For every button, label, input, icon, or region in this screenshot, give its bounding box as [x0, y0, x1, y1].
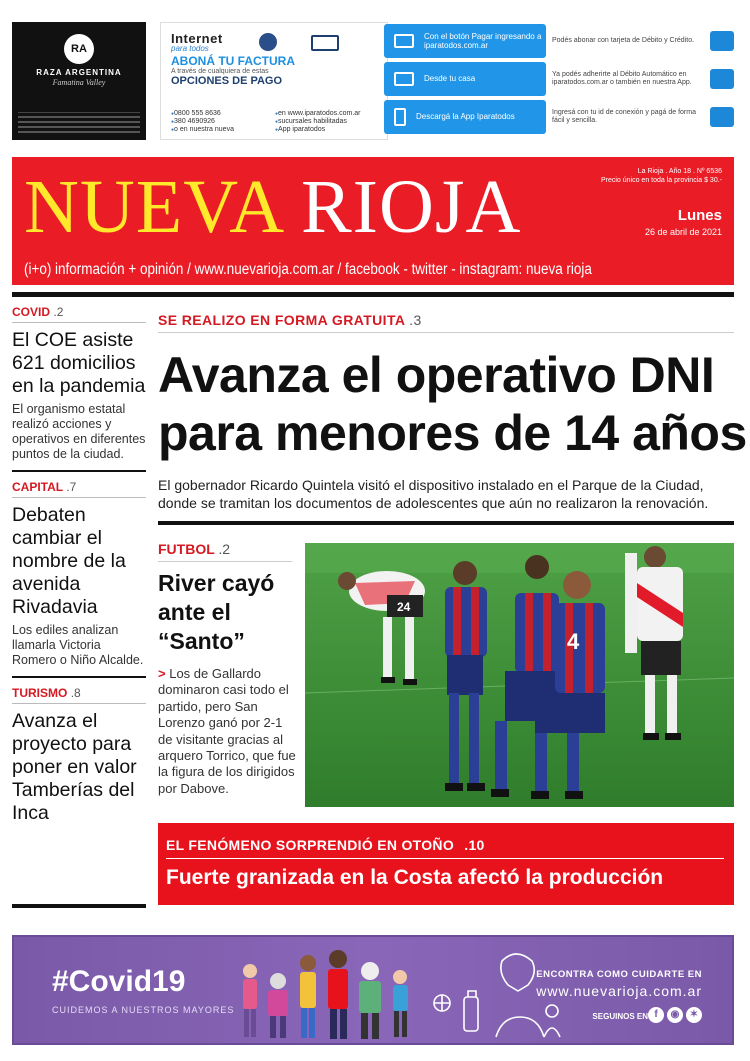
- brief-divider: [12, 676, 146, 678]
- seguinos-text: SEGUINOS EN: [592, 1012, 648, 1021]
- info-row-text: Ingresá con tu id de conexión y pagá de forma fácil y sencilla.: [552, 108, 696, 124]
- football-match-photo[interactable]: [305, 543, 734, 807]
- family-illustration: [234, 941, 574, 1045]
- section-label: [12, 480, 146, 498]
- pay-from-home-label: Desde tu casa: [424, 74, 476, 84]
- ra-fine-print-decoration: [18, 112, 140, 134]
- kicker-page: .3: [409, 312, 422, 328]
- futbol-dek: [158, 666, 298, 797]
- section-label: [12, 305, 146, 323]
- info-row: [552, 24, 734, 58]
- section-label: [12, 686, 146, 704]
- ra-logo-name: RAZA ARGENTINA: [36, 68, 122, 77]
- ra-logo-icon: RA: [64, 34, 94, 64]
- section-name: COVID: [12, 305, 51, 319]
- brief-capital[interactable]: [12, 480, 146, 668]
- info-row: [552, 100, 734, 134]
- newspaper-title[interactable]: [24, 161, 521, 253]
- contact-item: ● 0800 555 8636: [171, 110, 275, 117]
- mid-divider: [158, 521, 734, 525]
- kicker-divider: [158, 332, 734, 333]
- cuidemos-text: CUIDEMOS A NUESTROS MAYORES: [52, 1005, 235, 1015]
- futbol-dek-text: Los de Gallardo dominaron casi todo el partido, pero San Lorenzo ganó por 2-1 de visitante gracias al arquero Torrico, que fue la figura de los dirigidos por Dabove.: [158, 666, 296, 796]
- covid-hashtag: #Covid19: [52, 965, 186, 998]
- contact-item: ● sucursales habilitadas: [275, 118, 379, 125]
- brief-body: Los ediles analizan llamarla Victoria Romero o Niño Alcalde.: [12, 623, 144, 667]
- internet-brand-sub: para todos: [171, 44, 209, 53]
- futbol-headline[interactable]: River cayó ante el “Santo”: [158, 570, 275, 654]
- futbol-section-label: [158, 541, 292, 562]
- title-word-nueva: NUEVA: [24, 165, 281, 249]
- contact-item: ● App iparatodos: [275, 126, 379, 133]
- phone-icon: [394, 108, 406, 126]
- brief-covid[interactable]: [12, 305, 146, 462]
- family-figures: [243, 950, 408, 1039]
- debit-card-icon: [710, 69, 734, 89]
- covid-advertisement[interactable]: [12, 935, 734, 1045]
- ad-contacts: [171, 110, 379, 133]
- issue-date: 26 de abril de 2021: [644, 227, 722, 237]
- main-headline-line: para menores de 14 años: [158, 405, 747, 461]
- internet-para-todos-ad[interactable]: [160, 22, 388, 140]
- laptop-icon: [311, 35, 339, 51]
- kicker-text: SE REALIZO EN FORMA GRATUITA: [158, 312, 405, 328]
- contact-item: ● o en nuestra nueva: [171, 126, 275, 133]
- title-word-rioja: RIOJA: [300, 165, 522, 249]
- section-page: .7: [66, 480, 77, 494]
- opciones-heading: OPCIONES DE PAGO: [171, 75, 283, 87]
- social-icons: [648, 1007, 702, 1023]
- section-page: .2: [218, 541, 231, 557]
- credit-card-icon: [710, 31, 734, 51]
- section-name: CAPITAL: [12, 480, 63, 494]
- jersey-number: 24: [397, 600, 411, 614]
- laptop-icon: [394, 72, 414, 86]
- brief-turismo[interactable]: [12, 686, 146, 825]
- svg-text:4: 4: [567, 629, 580, 654]
- brief-body: El organismo estatal realizó acciones y operativos en diferentes puntos de la ciudad.: [12, 402, 146, 461]
- internet-brand: Internet: [171, 31, 223, 46]
- encontra-text: ENCONTRA COMO CUIDARTE EN: [536, 969, 702, 980]
- issue-number: La Rioja . Año 18 . Nº 6536: [637, 168, 722, 175]
- masthead: [12, 157, 734, 285]
- masthead-tagline[interactable]: (i+o) información + opinión / www.nuevarioja.com.ar / facebook - twitter - instagram: nueva rioja: [24, 261, 592, 278]
- section-page: .2: [53, 305, 64, 319]
- kicker-text: EL FENÓMENO SORPRENDIÓ EN OTOÑO: [166, 837, 455, 853]
- top-divider: [12, 292, 734, 297]
- granizada-story[interactable]: [158, 823, 734, 905]
- twitter-icon[interactable]: ✶: [686, 1007, 702, 1023]
- bottom-left-divider: [12, 904, 146, 908]
- brief-headline: Avanza el proyecto para poner en valor Tamberías del Inca: [12, 710, 137, 824]
- arrow-icon: >: [158, 666, 166, 681]
- traves-text: A través de cualquiera de estas: [171, 68, 269, 75]
- ra-logo-sub: Famatina Valley: [52, 78, 106, 87]
- pay-online-label: Con el botón Pagar ingresando a iparatodos.com.ar: [424, 31, 542, 50]
- ad-url[interactable]: www.nuevarioja.com.ar: [536, 983, 702, 999]
- globe-icon: [259, 33, 277, 51]
- payment-options: [384, 24, 546, 138]
- granizada-headline: Fuerte granizada en la Costa afectó la producción: [166, 866, 664, 889]
- download-app-label: Descargá la App Iparatodos: [416, 112, 515, 122]
- info-row-text: Podés abonar con tarjeta de Débito y Crédito.: [552, 36, 695, 44]
- section-name: TURISMO: [12, 686, 68, 700]
- main-story-kicker: [158, 312, 734, 328]
- info-row-text: Ya podés adherirte al Débito Automático en iparatodos.com.ar o también en nuestra App.: [552, 70, 692, 86]
- download-app-button[interactable]: [384, 100, 546, 134]
- payment-info: [552, 24, 734, 138]
- issue-day: Lunes: [677, 207, 722, 224]
- instagram-icon[interactable]: ◉: [667, 1007, 683, 1023]
- main-headline-line: Avanza el operativo DNI: [158, 347, 715, 403]
- issue-price: Precio único en toda la provincia $ 30.-: [600, 177, 722, 184]
- football-photo-illustration: [305, 543, 734, 807]
- contact-item: ● 380 4690926: [171, 118, 275, 125]
- issue-meta: [601, 167, 722, 185]
- main-headline[interactable]: [158, 346, 747, 462]
- info-row: [552, 62, 734, 96]
- brief-divider: [12, 470, 146, 472]
- brief-headline: El COE asiste 621 domicilios en la pandemia: [12, 329, 146, 397]
- section-page: .8: [70, 686, 81, 700]
- facebook-icon[interactable]: f: [648, 1007, 664, 1023]
- pay-from-home-button[interactable]: [384, 62, 546, 96]
- raza-argentina-ad[interactable]: [12, 22, 146, 140]
- section-name: FUTBOL: [158, 541, 215, 557]
- granizada-kicker: [166, 837, 724, 859]
- phone-tap-icon: [710, 107, 734, 127]
- main-story-dek: El gobernador Ricardo Quintela visitó el dispositivo instalado en el Parque de la Ciudad, donde se tramitan los documentos de adolescentes que aún no realizaron la renovación.: [158, 477, 709, 511]
- pay-online-button[interactable]: [384, 24, 546, 58]
- cursor-screen-icon: [394, 34, 414, 48]
- abona-heading: ABONÁ TU FACTURA: [171, 54, 295, 68]
- left-briefs-column: [12, 305, 146, 825]
- brief-headline: Debaten cambiar el nombre de la avenida Rivadavia: [12, 504, 126, 618]
- contact-item: ● en www.iparatodos.com.ar: [275, 110, 379, 117]
- kicker-page: .10: [464, 837, 485, 853]
- top-advertisement[interactable]: [12, 22, 734, 140]
